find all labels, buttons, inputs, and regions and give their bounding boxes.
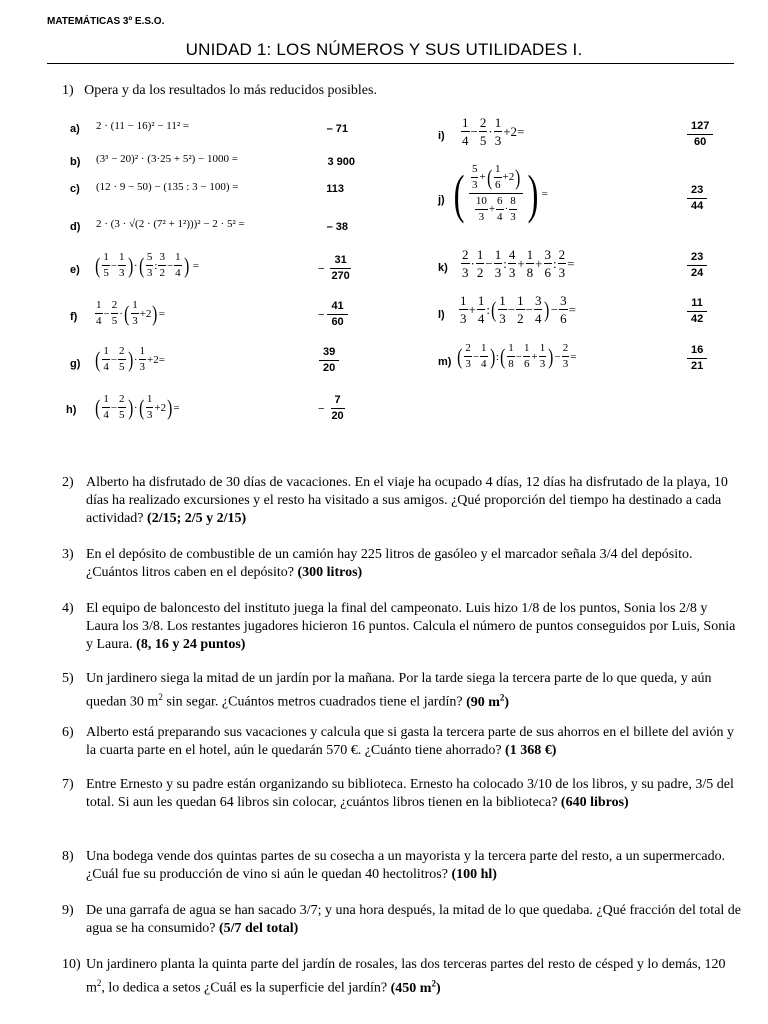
page-title: UNIDAD 1: LOS NÚMEROS Y SUS UTILIDADES I. <box>185 40 583 59</box>
problem-5 <box>62 670 742 712</box>
expr-g: ( $\frac{1}{4}$ − $\frac{2}{5}$ ) · $\frac{1}{3}$ +2= <box>95 345 165 373</box>
superscript: 2 <box>96 978 102 988</box>
item-label-c: c) <box>70 183 80 195</box>
problem-text-cont: sin segar. ¿Cuántos metros cuadrados tiene el jardín? <box>162 694 463 710</box>
problem-answer: (1 368 €) <box>505 743 557 758</box>
expr-k: $\frac{2}{3}$ · $\frac{1}{2}$ − $\frac{1}{3}$ : $\frac{4}{3}$ + $\frac{1}{8}$ + $\frac{3}{6}$ : $\frac{2}{3}$ = <box>462 247 575 280</box>
problem-7 <box>62 776 742 812</box>
item-label-f: f) <box>70 311 78 323</box>
expr-h: ( $\frac{1}{4}$ − $\frac{2}{5}$ ) · ( $\frac{1}{3}$ +2 ) = <box>95 393 180 421</box>
answer-k: $\frac{23}{24}$ <box>686 252 708 279</box>
problem-number: 6) <box>62 725 74 740</box>
answer-l: $\frac{11}{42}$ <box>686 298 708 325</box>
item-label-g: g) <box>70 358 81 370</box>
problem-number: 3) <box>62 547 74 562</box>
problem-number: 5) <box>62 671 74 686</box>
problem-answer: (8, 16 y 24 puntos) <box>136 637 246 652</box>
problem-3 <box>62 546 742 582</box>
problem-answer: (90 $m^2$) <box>466 692 510 710</box>
expr-b: (3³ − 20)² · (3·25 + 5²) − 1000 = <box>96 153 238 165</box>
expr-l: $\frac{1}{3}$ + $\frac{1}{4}$ : ( $\frac{1}{3}$ − $\frac{1}{2}$ − $\frac{3}{4}$ ) − $\frac{3}{6}$ = <box>460 293 576 326</box>
answer-g: $\frac{39}{20}$ <box>318 347 340 374</box>
problem-text: De una garrafa de agua se han sacado 3/7; y una hora después, la mitad de lo que quedaba. ¿Qué fracción del total de agua se ha consumido? <box>86 903 742 936</box>
problem-answer: (300 litros) <box>297 565 363 580</box>
question-1 <box>62 83 377 99</box>
problem-text: Una bodega vende dos quintas partes de su cosecha a un mayorista y la tercera parte del resto, a un supermercado. ¿Cuál fue su producción de vino si aún le quedan 40 hectolitros? <box>86 849 726 882</box>
answer-i: $\frac{127}{60}$ <box>686 121 714 148</box>
answer-f: − $\frac{41}{60}$ <box>318 301 349 328</box>
problem-number: 9) <box>62 903 74 918</box>
problem-number: 4) <box>62 601 74 616</box>
problem-text: El equipo de baloncesto del instituto juega la final del campeonato. Luis hizo 1/8 de los puntos, Sonia los 2/8 y Laura los 3/8. Los restantes jugadores hicieron 16 puntos. Calcula el número de puntos conseguidos por Luis, Sonia y Laura. <box>86 601 736 652</box>
problem-text: Entre Ernesto y su padre están organizando su biblioteca. Ernesto ha colocado 3/10 de los libros, y su padre, 3/5 del total. Si aun les quedan 64 libros sin colocar, ¿cuántos libros tienen en la biblioteca? <box>86 777 734 810</box>
superscript: 2 <box>158 692 163 702</box>
course-label: MATEMÁTICAS 3º E.S.O. <box>47 16 165 27</box>
expr-c: (12 · 9 − 50) − (135 : 3 − 100) = <box>96 181 239 193</box>
item-label-j: j) <box>438 194 445 206</box>
problem-answer: (5/7 del total) <box>218 921 299 936</box>
item-label-b: b) <box>70 156 81 168</box>
expr-a: 2 · (11 − 16)² − 11² = <box>96 120 190 132</box>
problem-number: 7) <box>62 777 74 792</box>
problem-9 <box>62 902 742 938</box>
answer-a: – 71 <box>326 123 348 135</box>
question-number: 1) <box>62 83 74 98</box>
problem-10 <box>62 956 742 998</box>
item-label-a: a) <box>70 123 80 135</box>
item-label-m: m) <box>438 356 452 368</box>
problem-2 <box>62 474 742 528</box>
item-label-l: l) <box>438 309 445 321</box>
problem-text: Un jardinero planta la quinta parte del jardín de rosales, las dos terceras partes del resto de césped y lo demás, 120 m <box>86 957 726 996</box>
problem-number: 10) <box>62 957 81 972</box>
problem-answer: (450 $m^2$) <box>390 978 441 996</box>
problem-number: 8) <box>62 849 74 864</box>
problem-answer: (2/15; 2/5 y 2/15) <box>147 511 247 526</box>
item-label-h: h) <box>66 404 77 416</box>
problem-6 <box>62 724 742 760</box>
problem-8 <box>62 848 742 884</box>
answer-h: − $\frac{7}{20}$ <box>318 394 344 422</box>
problem-text: En el depósito de combustible de un camión hay 225 litros de gasóleo y el marcador señala 3/4 del depósito. ¿Cuántos litros caben en el depósito? <box>86 547 693 580</box>
answer-b: 3 900 <box>327 156 355 168</box>
expr-i: $\frac{1}{4}$ − $\frac{2}{5}$ · $\frac{1}{3}$ +2= <box>462 115 525 148</box>
item-label-k: k) <box>438 262 448 274</box>
problem-text: Un jardinero siega la mitad de un jardín por la mañana. Por la tarde siega la tercera parte de lo que queda, y aún quedan 30 m <box>86 671 712 710</box>
title-divider <box>47 63 734 64</box>
expr-m: ( $\frac{2}{3}$ − $\frac{1}{4}$ ) : ( $\frac{1}{8}$ − $\frac{1}{6}$ + $\frac{1}{3}$ ) − $\frac{2}{3}$ = <box>457 342 577 370</box>
expr-f: $\frac{1}{4}$ − $\frac{2}{5}$ · ( $\frac{1}{3}$ +2 ) = <box>96 299 165 327</box>
problem-answer: (100 hl) <box>451 867 497 882</box>
problem-text: Alberto ha disfrutado de 30 días de vacaciones. En el viaje ha ocupado 4 días, 12 días ha disfrutado de la playa, 10 días ha realizado excursiones y el resto ha visitado a sus amigos. ¿Qué proporción del tiempo ha destinado a cada actividad? <box>86 475 728 526</box>
problem-text-cont: , lo dedica a setos ¿Cuál es la superficie del jardín? <box>101 980 388 996</box>
problem-text: Alberto está preparando sus vacaciones y calcula que si gasta la tercera parte de sus ahorros en el billete del avión y la cuarta parte en el hotel, aún le quedarán 570 €. ¿Cuánto tiene ahorrado? <box>86 725 735 758</box>
answer-j: $\frac{23}{44}$ <box>686 185 708 212</box>
problem-number: 2) <box>62 475 74 490</box>
item-label-d: d) <box>70 221 81 233</box>
problem-4 <box>62 600 742 654</box>
expr-d: 2 · (3 · √(2 · (7² + 1²)))² − 2 · 5² = <box>96 218 245 230</box>
answer-e: − $\frac{31}{270}$ <box>318 254 350 282</box>
answer-m: $\frac{16}{21}$ <box>686 345 708 372</box>
answer-d: – 38 <box>326 221 348 233</box>
question-text: Opera y da los resultados lo más reducidos posibles. <box>84 83 377 98</box>
expr-j: ( $\frac{5}{3}$ + ( $\frac{1}{6}$ +2 ) $\frac{10}{3}$ + $\frac{6}{4}$ · $\frac{8}{3}$ ) = <box>453 163 548 224</box>
item-label-i: i) <box>438 130 445 142</box>
problem-answer: (640 libros) <box>560 795 629 810</box>
item-label-e: e) <box>70 264 80 276</box>
expr-e: ( $\frac{1}{5}$ − $\frac{1}{3}$ ) · ( $\frac{5}{3}$ : $\frac{3}{2}$ − $\frac{1}{4}$ ) = <box>95 251 199 279</box>
answer-c: 113 <box>326 183 344 195</box>
